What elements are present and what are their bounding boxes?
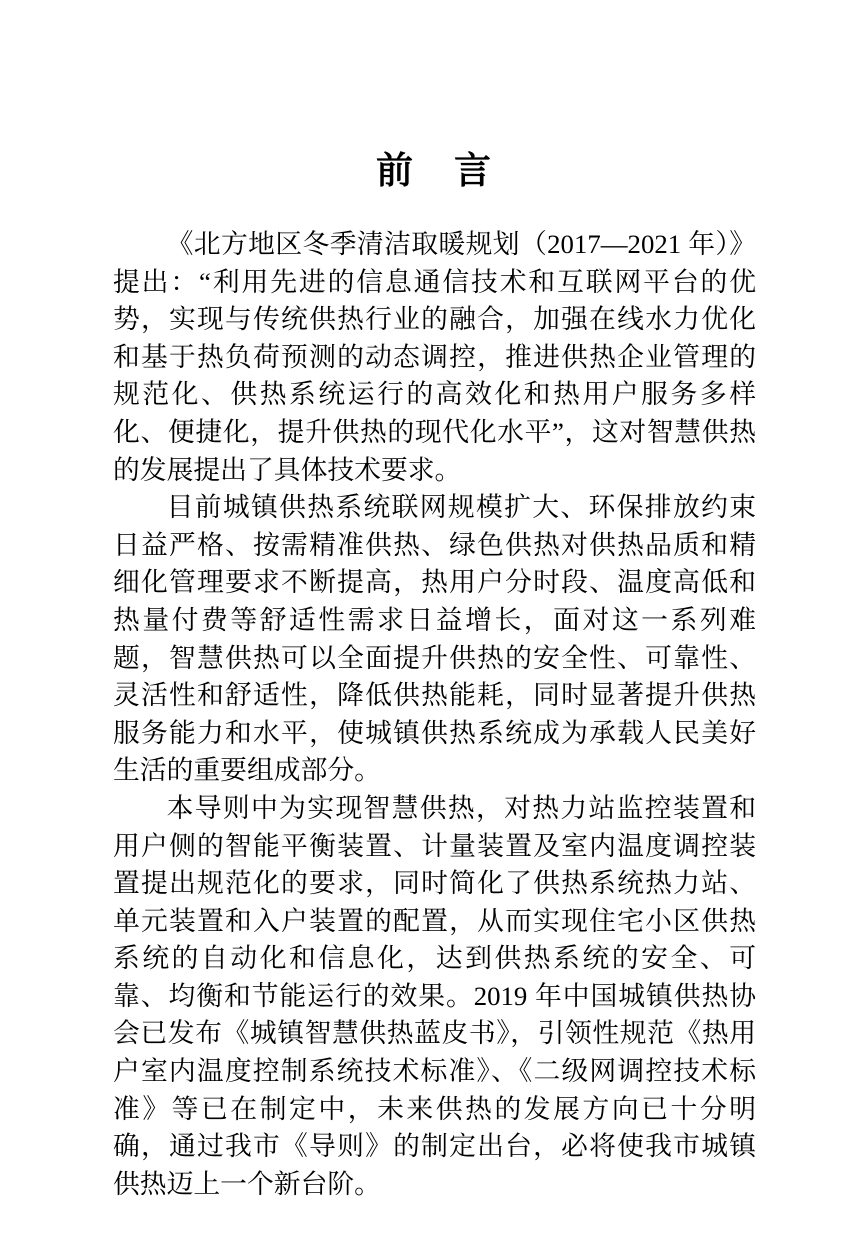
paragraph-quote-plan: 《北方地区冬季清洁取暖规划（2017—2021 年）》提出：“利用先进的信息通信技术和互联网平台的优势，实现与传统供热行业的融合，加强在线水力优化和基于热负荷预测的动态调控，推进供热企业管理的规范化、供热系统运行的高效化和热用户服务多样化、便捷化，提升供热的现代化水平”，这对智慧供热的发展提出了具体技术要求。 <box>113 229 756 485</box>
paragraph-current-situation: 目前城镇供热系统联网规模扩大、环保排放约束日益严格、按需精准供热、绿色供热对供热品质和精细化管理要求不断提高，热用户分时段、温度高低和热量付费等舒适性需求日益增长，面对这一系列难题，智慧供热可以全面提升供热的安全性、可靠性、灵活性和舒适性，降低供热能耗，同时显著提升供热服务能力和水平，使城镇供热系统成为承载人民美好生活的重要组成部分。 <box>113 492 756 786</box>
page-title: 前 言 <box>376 151 493 192</box>
document-body <box>113 226 756 1203</box>
paragraph-guideline-purpose: 本导则中为实现智慧供热，对热力站监控装置和用户侧的智能平衡装置、计量装置及室内温度调控装置提出规范化的要求，同时简化了供热系统热力站、单元装置和入户装置的配置，从而实现住宅小区供热系统的自动化和信息化，达到供热系统的安全、可靠、均衡和节能运行的效果。2019 年中国城镇供热协会已发布《城镇智慧供热蓝皮书》，引领性规范《热用户室内温度控制系统技术标准》、《二级网调控技术标准》等已在制定中，未来供热的发展方向已十分明确，通过我市《导则》的制定出台，必将使我市城镇供热迈上一个新台阶。 <box>113 792 756 1199</box>
